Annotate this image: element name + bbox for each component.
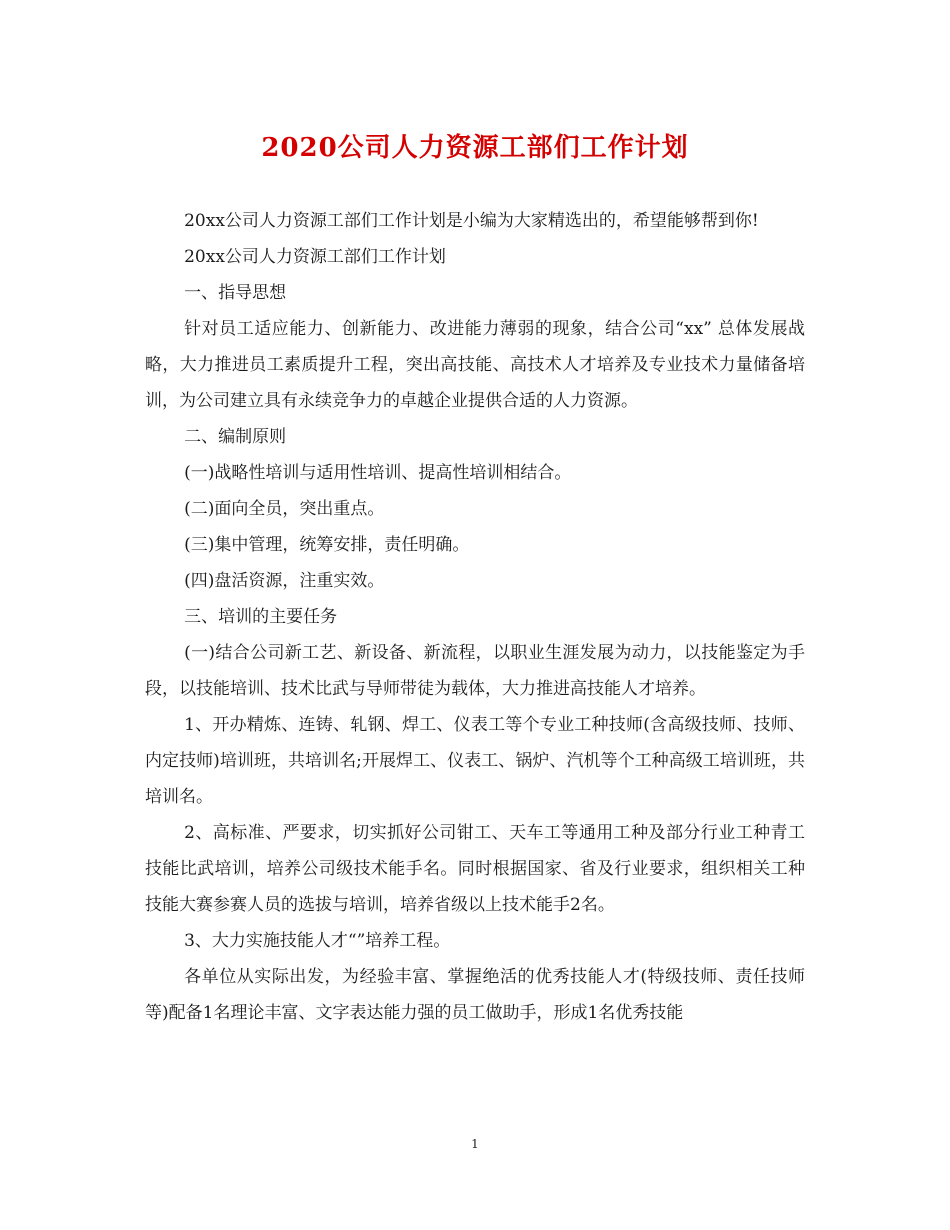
principle-item-1: (一)战略性培训与适用性培训、提高性培训相结合。	[184, 463, 572, 483]
task-paragraph-1: (一)结合公司新工艺、新设备、新流程，以职业生涯发展为动力，以技能鉴定为手段，以技能培训、技术比武与导师带徒为载体，大力推进高技能人才培养。	[145, 643, 805, 699]
section-heading-guiding-ideology: 一、指导思想	[184, 283, 287, 303]
task-item-2: 2、高标准、严要求，切实抓好公司钳工、天车工等通用工种及部分行业工种青工技能比武培训，培养公司级技术能手名。同时根据国家、省及行业要求，组织相关工种技能大赛参赛人员的选拔与培训，培养省级以上技术能手2名。	[145, 823, 805, 915]
principle-item-3: (三)集中管理，统筹安排，责任明确。	[184, 535, 470, 555]
section-heading-principles: 二、编制原则	[184, 427, 287, 447]
guiding-ideology-paragraph: 针对员工适应能力、创新能力、改进能力薄弱的现象，结合公司“xx” 总体发展战略，大力推进员工素质提升工程，突出高技能、高技术人才培养及专业技术力量储备培训，为公司建立具有永续竞争力的卓越企业提供合适的人力资源。	[145, 319, 805, 411]
document-body	[145, 203, 805, 1031]
task-detail-paragraph: 各单位从实际出发，为经验丰富、掌握绝活的优秀技能人才(特级技师、责任技师等)配备1名理论丰富、文字表达能力强的员工做助手，形成1名优秀技能	[145, 967, 805, 1023]
document-title: 2020公司人力资源工部们工作计划	[261, 133, 689, 163]
section-heading-main-tasks: 三、培训的主要任务	[184, 607, 338, 627]
task-item-1: 1、开办精炼、连铸、轧钢、焊工、仪表工等个专业工种技师(含高级技师、技师、内定技师)培训班，共培训名;开展焊工、仪表工、锅炉、汽机等个工种高级工培训班，共培训名。	[145, 715, 805, 807]
principle-item-4: (四)盘活资源，注重实效。	[184, 571, 385, 591]
page-number: 1	[471, 1137, 479, 1151]
principle-item-2: (二)面向全员，突出重点。	[184, 499, 385, 519]
subtitle-paragraph: 20xx公司人力资源工部们工作计划	[184, 247, 446, 267]
intro-paragraph: 20xx公司人力资源工部们工作计划是小编为大家精选出的，希望能够帮到你!	[184, 211, 759, 231]
task-item-3: 3、大力实施技能人才“”培养工程。	[184, 931, 451, 951]
